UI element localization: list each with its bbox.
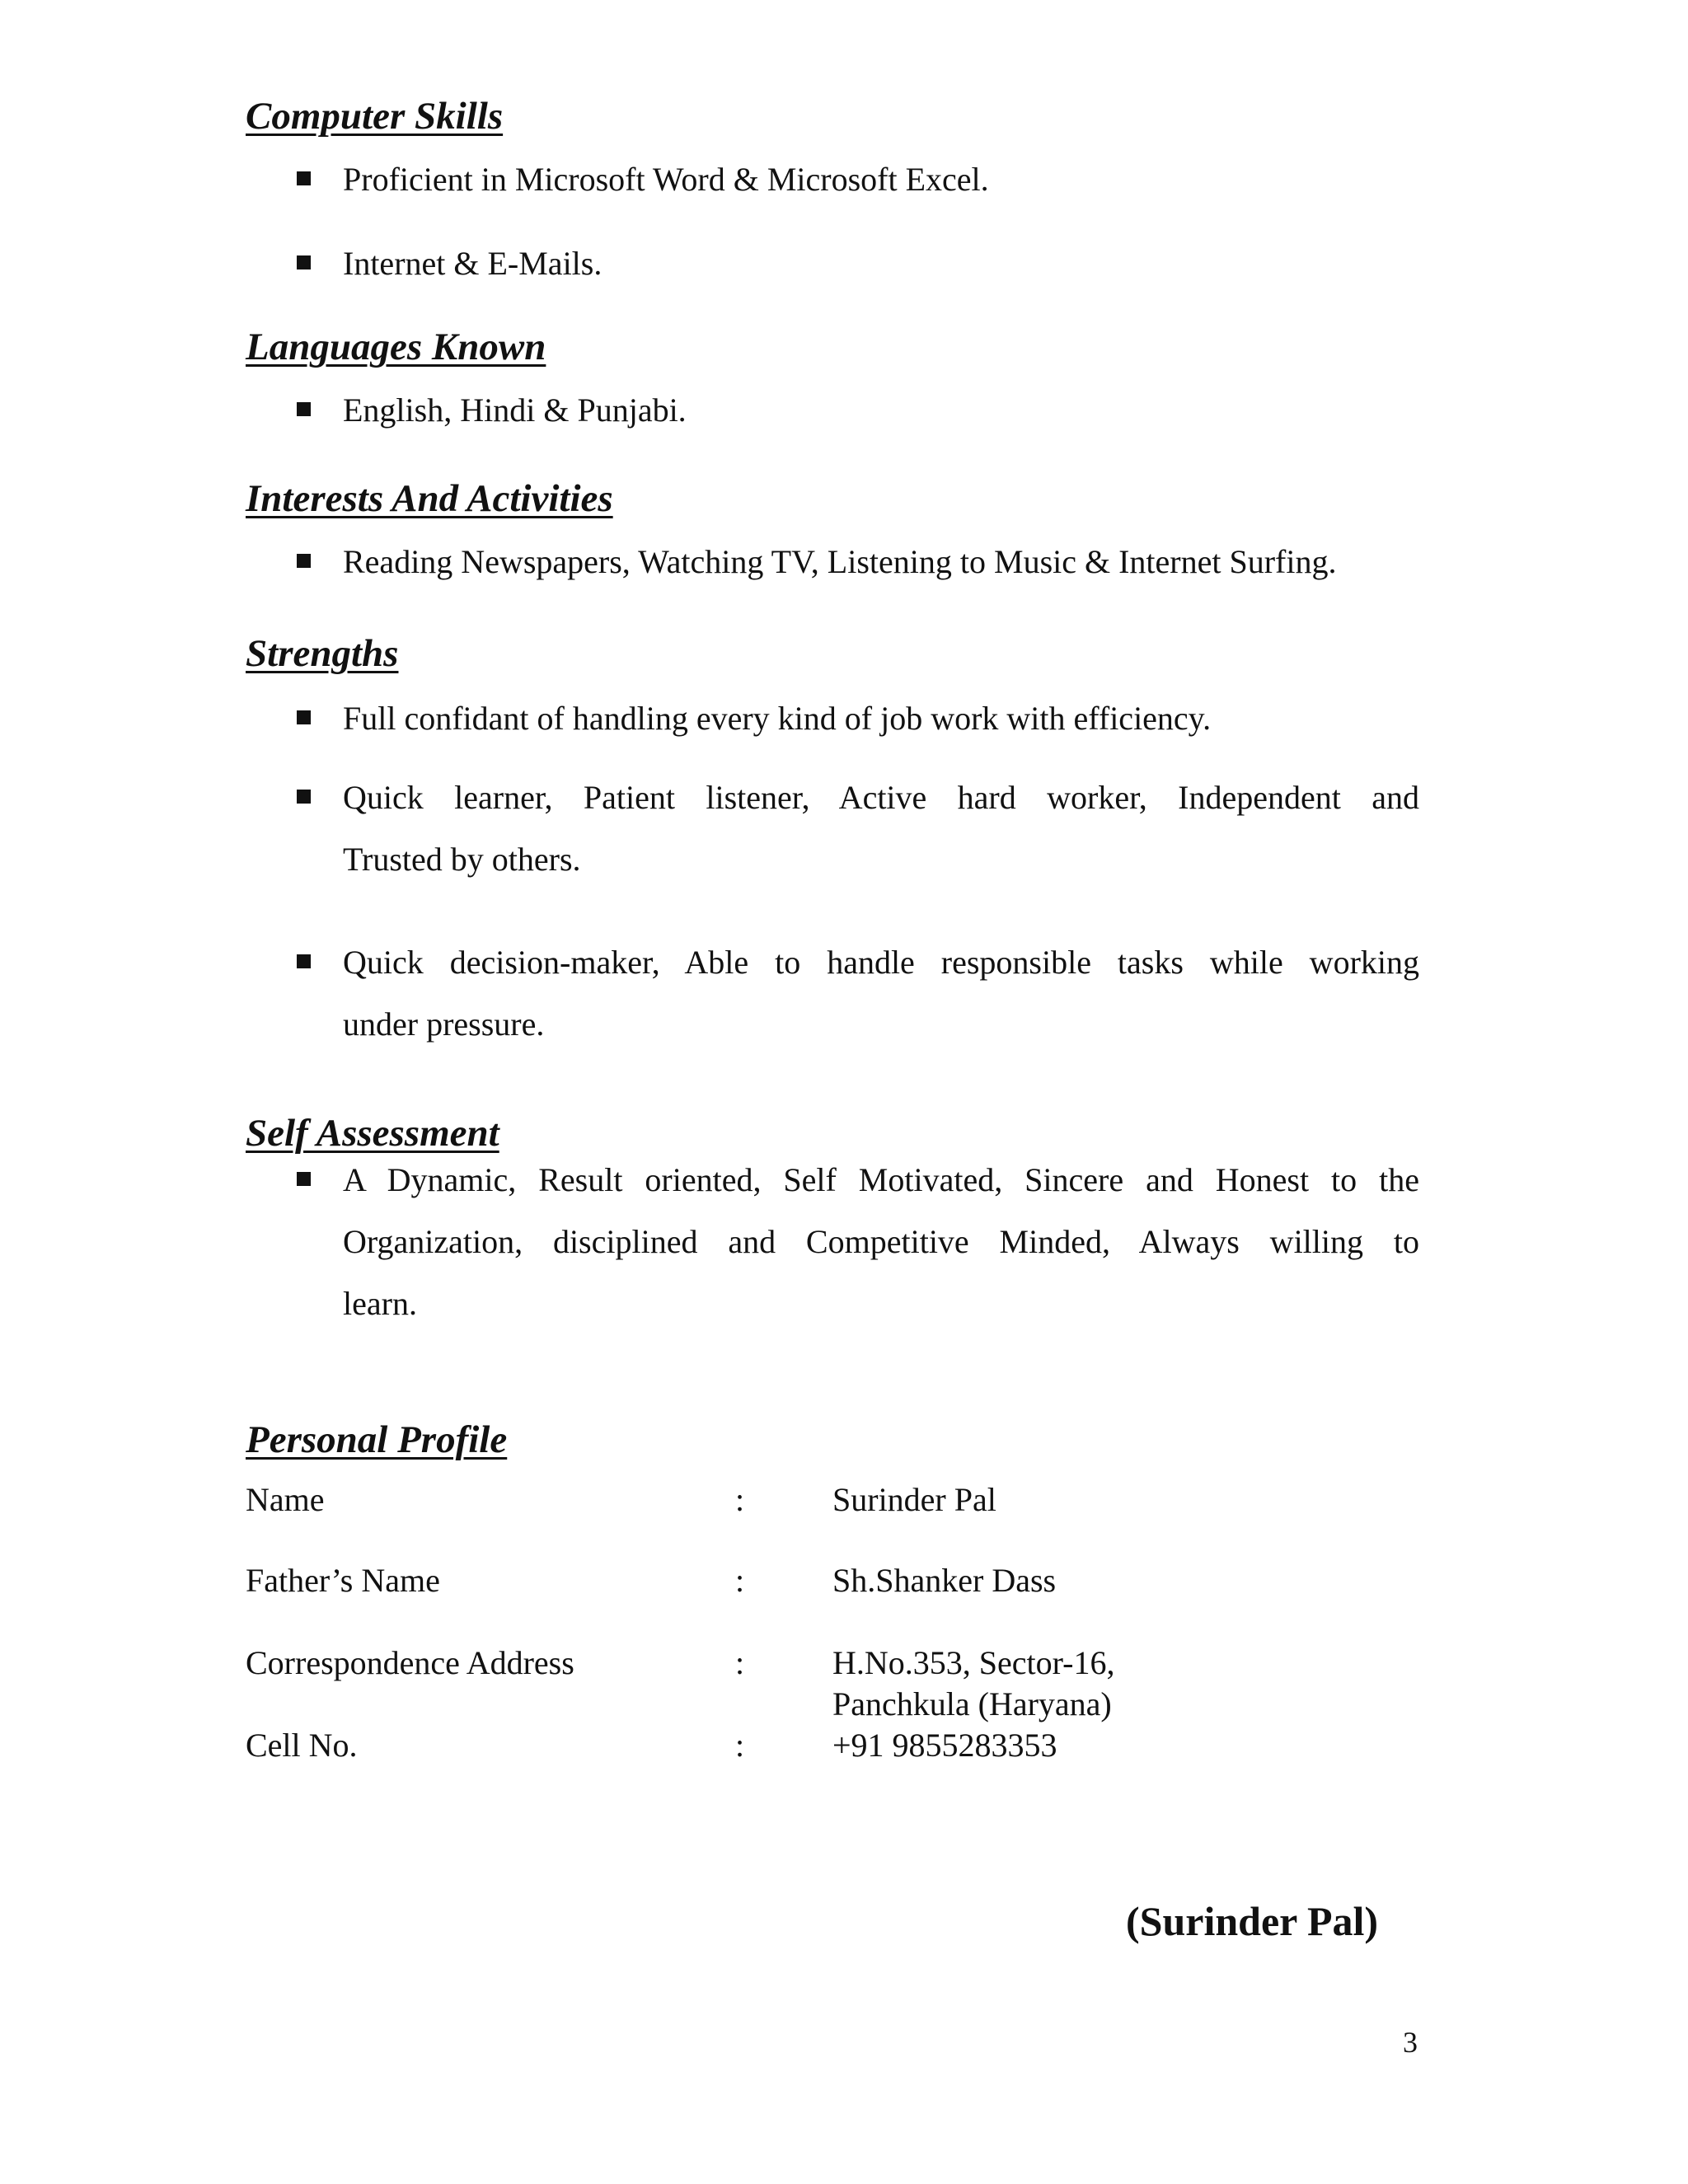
profile-value-address-line1: H.No.353, Sector-16,: [832, 1644, 1115, 1681]
bullet-square-icon: [297, 255, 311, 269]
page-number: 3: [1403, 2026, 1418, 2059]
profile-value-cell: +91 9855283353: [832, 1727, 1057, 1764]
self-assessment-item: [343, 1149, 1419, 1334]
profile-value-address-line2: Panchkula (Haryana): [832, 1685, 1112, 1722]
bullet-square-icon: [297, 710, 311, 724]
profile-colon: :: [735, 1481, 745, 1518]
self-assessment-line: A Dynamic, Result oriented, Self Motivated, Sincere and Honest to the: [343, 1161, 1419, 1198]
strength-line: Quick decision-maker, Able to handle responsible tasks while working: [343, 944, 1419, 981]
heading-personal-profile: Personal Profile: [246, 1418, 508, 1461]
strength-line: Trusted by others.: [343, 841, 581, 878]
strength-item: Full confidant of handling every kind of job work with efficiency.: [343, 700, 1212, 737]
profile-label-address: Correspondence Address: [246, 1644, 574, 1681]
bullet-square-icon: [297, 790, 311, 804]
heading-strengths: Strengths: [246, 632, 399, 675]
self-assessment-line: Organization, disciplined and Competitive Minded, Always willing to: [343, 1223, 1419, 1260]
profile-value-fathers-name: Sh.Shanker Dass: [832, 1562, 1057, 1599]
profile-label-cell: Cell No.: [246, 1727, 358, 1764]
profile-colon: :: [735, 1644, 745, 1681]
strength-item: [343, 766, 1419, 890]
language-item: English, Hindi & Punjabi.: [343, 391, 687, 429]
strength-item: [343, 931, 1419, 1055]
self-assessment-line: learn.: [343, 1285, 417, 1322]
heading-computer-skills: Computer Skills: [246, 95, 504, 138]
profile-colon: :: [735, 1562, 745, 1599]
heading-languages-known: Languages Known: [246, 326, 546, 368]
bullet-square-icon: [297, 954, 311, 968]
profile-value-name: Surinder Pal: [832, 1481, 996, 1518]
bullet-square-icon: [297, 171, 311, 185]
profile-label-name: Name: [246, 1481, 325, 1518]
interest-item: Reading Newspapers, Watching TV, Listening to Music & Internet Surfing.: [343, 543, 1337, 580]
heading-interests-activities: Interests And Activities: [246, 477, 613, 520]
bullet-square-icon: [297, 402, 311, 416]
skill-item: Proficient in Microsoft Word & Microsoft Excel.: [343, 161, 989, 198]
bullet-square-icon: [297, 1172, 311, 1186]
profile-label-fathers-name: Father’s Name: [246, 1562, 440, 1599]
signature-name: (Surinder Pal): [1126, 1898, 1379, 1944]
bullet-square-icon: [297, 554, 311, 568]
profile-colon: :: [735, 1727, 745, 1764]
strength-line: under pressure.: [343, 1005, 545, 1043]
heading-self-assessment: Self Assessment: [246, 1112, 499, 1155]
strength-line: Quick learner, Patient listener, Active hard worker, Independent and: [343, 779, 1419, 816]
skill-item: Internet & E-Mails.: [343, 245, 603, 282]
